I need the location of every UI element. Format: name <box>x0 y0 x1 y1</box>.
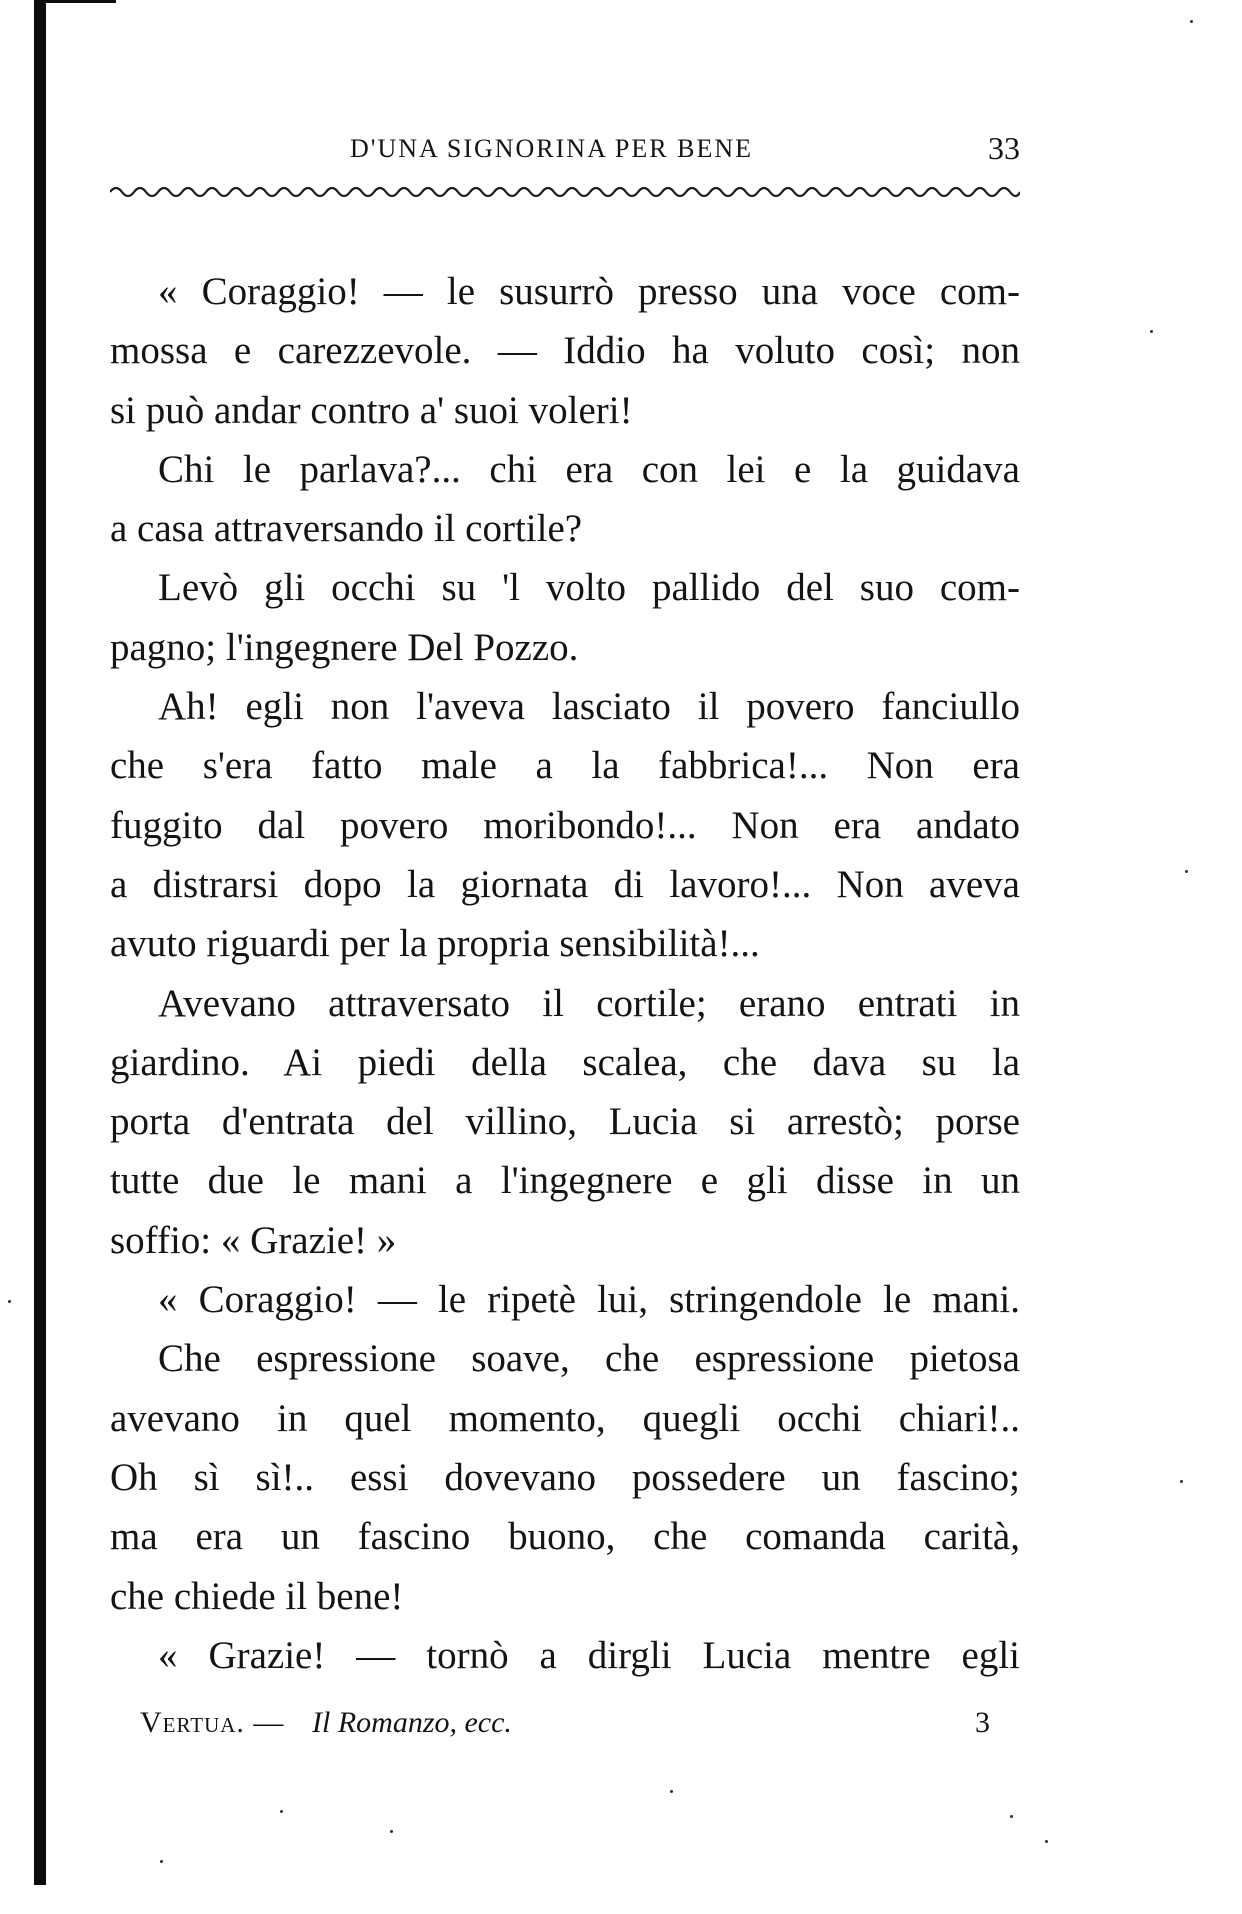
signature-author: Vertua. — <box>140 1706 285 1739</box>
printer-signature-line <box>140 1706 990 1746</box>
paper-speck <box>1180 1480 1183 1483</box>
text-line: tutte due le mani a l'ingegnere e gli disse in un <box>110 1159 1020 1203</box>
text-line: « Coraggio! — le susurrò presso una voce com- <box>158 270 1020 313</box>
text-line: Oh sì sì!.. essi dovevano possedere un fascino; <box>110 1455 1020 1499</box>
text-line: Avevano attraversato il cortile; erano entrati in <box>158 981 1020 1025</box>
paper-speck <box>1185 870 1188 873</box>
paper-speck <box>670 1790 673 1793</box>
text-line: soffio: « Grazie! » <box>110 1218 397 1262</box>
paper-speck <box>1045 1840 1048 1843</box>
text-line: si può andar contro a' suoi voleri! <box>110 388 633 432</box>
text-line: Chi le parlava?... chi era con lei e la guidava <box>158 447 1020 491</box>
text-line: a casa attraversando il cortile? <box>110 507 583 551</box>
text-line: pagno; l'ingegnere Del Pozzo. <box>110 625 579 669</box>
body-text <box>110 262 1020 1685</box>
paper-speck <box>8 1300 11 1303</box>
wavy-rule-ornament <box>110 180 1020 200</box>
page-binding-tick <box>46 0 116 3</box>
text-line: « Grazie! — tornò a dirgli Lucia mentre egli <box>158 1633 1020 1677</box>
text-line: ma era un fascino buono, che comanda carità, <box>110 1515 1020 1559</box>
text-line: porta d'entrata del villino, Lucia si arrestò; porse <box>110 1100 1020 1144</box>
text-line: fuggito dal povero moribondo!... Non era andato <box>110 803 1020 847</box>
text-line: mossa e carezzevole. — Iddio ha voluto così; non <box>110 329 1020 373</box>
text-line: Levò gli occhi su 'l volto pallido del suo com- <box>158 566 1020 610</box>
signature-work-title: Il Romanzo, ecc. <box>312 1706 512 1739</box>
text-line: Che espressione soave, che espressione pietosa <box>158 1337 1020 1381</box>
text-line: Ah! egli non l'aveva lasciato il povero fanciullo <box>158 685 1020 729</box>
running-title: D'UNA SIGNORINA PER BENE <box>350 134 753 163</box>
paper-speck <box>280 1810 283 1813</box>
text-line: avuto riguardi per la propria sensibilità!... <box>110 922 760 966</box>
paper-speck <box>1010 1815 1013 1818</box>
paper-speck <box>390 1830 393 1833</box>
text-line: avevano in quel momento, quegli occhi chiari!.. <box>110 1396 1020 1440</box>
text-line: a distrarsi dopo la giornata di lavoro!... Non aveva <box>110 862 1020 906</box>
text-line: « Coraggio! — le ripetè lui, stringendole le mani. <box>158 1278 1020 1322</box>
page-binding-edge <box>34 0 46 1885</box>
text-line: che chiede il bene! <box>110 1574 404 1618</box>
paper-speck <box>1150 330 1153 333</box>
text-line: giardino. Ai piedi della scalea, che dava su la <box>110 1040 1020 1084</box>
paper-speck <box>160 1860 163 1863</box>
page-number: 33 <box>988 130 1020 166</box>
paper-speck <box>1190 20 1193 23</box>
running-header <box>110 130 1020 170</box>
signature-mark: 3 <box>975 1706 990 1739</box>
text-line: che s'era fatto male a la fabbrica!... Non era <box>110 744 1020 788</box>
